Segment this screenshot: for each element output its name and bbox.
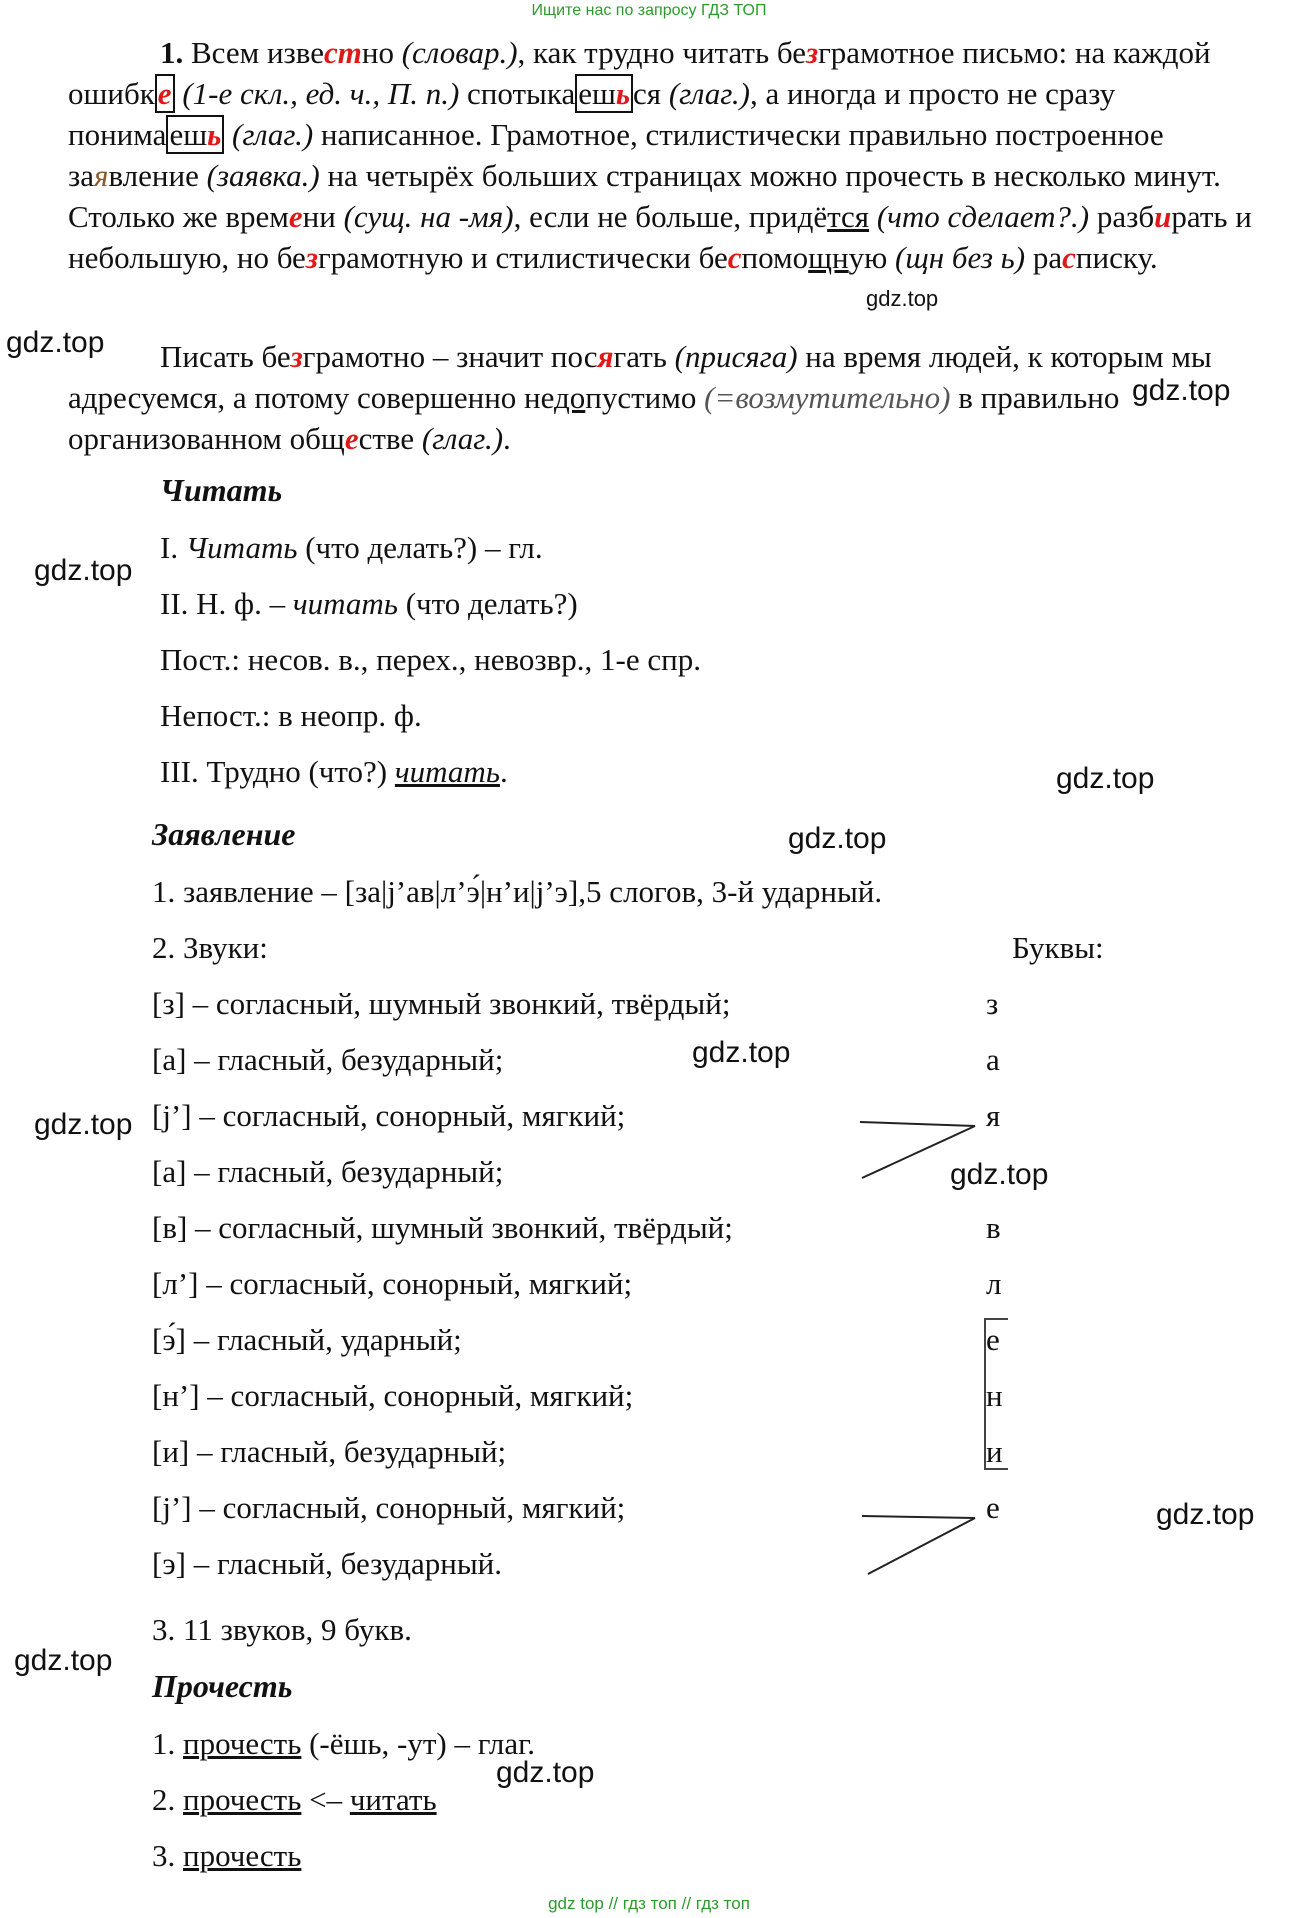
watermark: gdz.top [692, 1036, 791, 1069]
text: II. Н. ф. – [160, 586, 293, 621]
text: спотыка [459, 76, 576, 111]
highlight-letter: ь [615, 76, 631, 111]
word: читать [292, 586, 398, 621]
watermark: gdz.top [866, 286, 939, 311]
letter-cell: з [986, 986, 999, 1021]
letter-cell: в [986, 1210, 1001, 1245]
watermark: gdz.top [34, 1108, 133, 1141]
word: Читать [185, 530, 298, 565]
sound-row: [j’] – согласный, сонорный, мягкий; [152, 1490, 626, 1525]
letter-cell: а [986, 1042, 1000, 1077]
annotation: (сущ. на -мя) [343, 199, 514, 234]
heading-chitat: Читать [160, 472, 283, 508]
link-line [868, 1518, 975, 1574]
highlight-letter: я [597, 339, 614, 374]
text: написанное. Грамотное, стилистически правильно построенное за [68, 117, 1164, 193]
sound-row: [н’] – согласный, сонорный, мягкий; [152, 1378, 634, 1413]
sound-row: [э] – гласный, безударный. [152, 1546, 503, 1581]
text: е [578, 76, 592, 111]
sound-row: [э́] – гласный, ударный; [152, 1322, 462, 1357]
text: 1. [152, 1726, 183, 1761]
highlight-letter: е [344, 421, 359, 456]
letters-label: Буквы: [1012, 930, 1104, 965]
annotation: (глаг.) [224, 117, 314, 152]
text: на четырёх больших страницах можно прочесть в несколько минут. Столько же врем [68, 158, 1221, 234]
highlight-letter: и [1154, 199, 1172, 234]
text: (что делать?) [397, 586, 578, 621]
underlined-letters: щн [808, 240, 849, 275]
text: 2. [152, 1782, 183, 1817]
annotation: (щн без ь) [895, 240, 1026, 275]
link-line [860, 1122, 975, 1126]
highlight-letter: с [1062, 240, 1076, 275]
watermark: gdz.top [1056, 762, 1155, 795]
watermark: gdz.top [496, 1756, 595, 1789]
text: , а иногда и просто не сразу понима [68, 76, 1116, 152]
text: стве [358, 421, 422, 456]
highlight-letter: з [805, 35, 819, 70]
watermark: gdz.top [14, 1644, 113, 1677]
sound-row: [в] – согласный, шумный звонкий, твёрдый; [152, 1210, 733, 1245]
annotation: (словар.) [401, 35, 518, 70]
word: прочесть [183, 1782, 302, 1817]
text: еш [169, 117, 208, 152]
word: читать [349, 1782, 437, 1817]
highlight-letter: е [288, 199, 303, 234]
text: грамотно – значит пос [302, 339, 598, 374]
boxed-ending: е [155, 74, 175, 113]
letter-cell: и [986, 1434, 1003, 1469]
highlight-letter: з [305, 240, 318, 275]
underlined-suffix: тся [827, 199, 870, 234]
word: читать [394, 754, 500, 789]
annotation: (присяга) [674, 339, 798, 374]
watermark: gdz.top [950, 1158, 1049, 1191]
text: , как трудно читать бе [517, 35, 806, 70]
heading-prochest: Прочесть [152, 1668, 293, 1704]
text: в правильно организованном общ [68, 380, 1120, 456]
text: ую [848, 240, 896, 275]
annotation: (что сделает?.) [869, 199, 1090, 234]
sound-row: [а] – гласный, безударный; [152, 1042, 504, 1077]
sound-row: [л’] – согласный, сонорный, мягкий; [152, 1266, 633, 1301]
highlight-letter: з [290, 339, 303, 374]
text: помо [741, 240, 809, 275]
text: вление [108, 158, 207, 193]
sound-row: [з] – согласный, шумный звонкий, твёрдый; [152, 986, 731, 1021]
word: прочесть [183, 1726, 302, 1761]
annotation: (глаг.) [421, 421, 504, 456]
text: грамотную и стилистически бе [317, 240, 728, 275]
annotation: (=возмутительно) [704, 380, 951, 415]
zayavlenie-line-1: 1. заявление – [за|j’ав|л’э́|н’и|j’э],5 слогов, 3-й ударный. [152, 874, 883, 909]
letter-cell: е [986, 1490, 1000, 1525]
stress-letter: я [94, 158, 109, 193]
text: <– [301, 1782, 350, 1817]
zayavlenie-line-3: 3. 11 звуков, 9 букв. [152, 1612, 412, 1647]
text: рать и небольшую, но бе [68, 199, 1252, 275]
watermark: gdz.top [1132, 374, 1231, 407]
text: гать [613, 339, 675, 374]
text: III. Трудно (что?) [160, 754, 395, 789]
sound-row: [j’] – согласный, сонорный, мягкий; [152, 1098, 626, 1133]
word: прочесть [183, 1838, 302, 1873]
chitat-line-3: Пост.: несов. в., перех., невозвр., 1-е спр. [160, 642, 701, 677]
text: . [499, 754, 508, 789]
chitat-line-4: Непост.: в неопр. ф. [160, 698, 422, 733]
letter-cell: л [986, 1266, 1002, 1301]
watermark: gdz.top [34, 554, 133, 587]
text: разб [1089, 199, 1155, 234]
highlight-letter: ст [324, 35, 362, 70]
text: но [361, 35, 402, 70]
text: . [503, 421, 511, 456]
text: ра [1025, 240, 1063, 275]
watermark: gdz.top [788, 822, 887, 855]
highlight-letter: ь [207, 117, 222, 152]
text: I. [160, 530, 186, 565]
text: ни [302, 199, 344, 234]
prochest-line-2 [152, 1782, 437, 1818]
highlight-letter: с [727, 240, 742, 275]
text: пустимо [585, 380, 705, 415]
link-line [862, 1516, 975, 1518]
watermark: gdz.top [6, 326, 105, 359]
letter-cell: е [986, 1322, 1000, 1357]
watermark: gdz.top [1156, 1498, 1255, 1531]
text: Всем изве [183, 35, 324, 70]
text: ся [633, 76, 669, 111]
heading-zayavlenie: Заявление [152, 816, 296, 852]
footer-links[interactable]: gdz top // гдз топ // гдз топ [548, 1894, 750, 1913]
annotation: (1-е скл., ед. ч., П. п.) [174, 76, 460, 111]
text: (-ёшь, -ут) – глаг. [301, 1726, 536, 1761]
text: (что делать?) – гл. [297, 530, 543, 565]
text: 3. [152, 1838, 183, 1873]
zayavlenie-line-2: 2. Звуки: [152, 930, 268, 965]
sound-row: [и] – гласный, безударный; [152, 1434, 507, 1469]
annotation: (заявка.) [206, 158, 320, 193]
underlined-prefix: до [553, 380, 586, 415]
letter-cell: я [986, 1098, 1001, 1133]
text: , если не больше, придё [513, 199, 828, 234]
prochest-line-1 [152, 1726, 535, 1762]
text: ш [591, 76, 616, 111]
text: Писать бе [160, 339, 291, 374]
exercise-number: 1. [160, 35, 184, 70]
text: писку. [1075, 240, 1158, 275]
text: на время людей, к которым мы адресуемся, а потому совершенно не [68, 339, 1212, 415]
prochest-line-3 [152, 1838, 301, 1874]
letter-cell: н [986, 1378, 1003, 1413]
search-banner[interactable]: Ищите нас по запросу ГДЗ ТОП [531, 2, 767, 19]
sound-row: [а] – гласный, безударный; [152, 1154, 504, 1189]
annotation: (глаг.) [668, 76, 750, 111]
text: грамотное письмо: на каждой ошибк [68, 35, 1211, 111]
